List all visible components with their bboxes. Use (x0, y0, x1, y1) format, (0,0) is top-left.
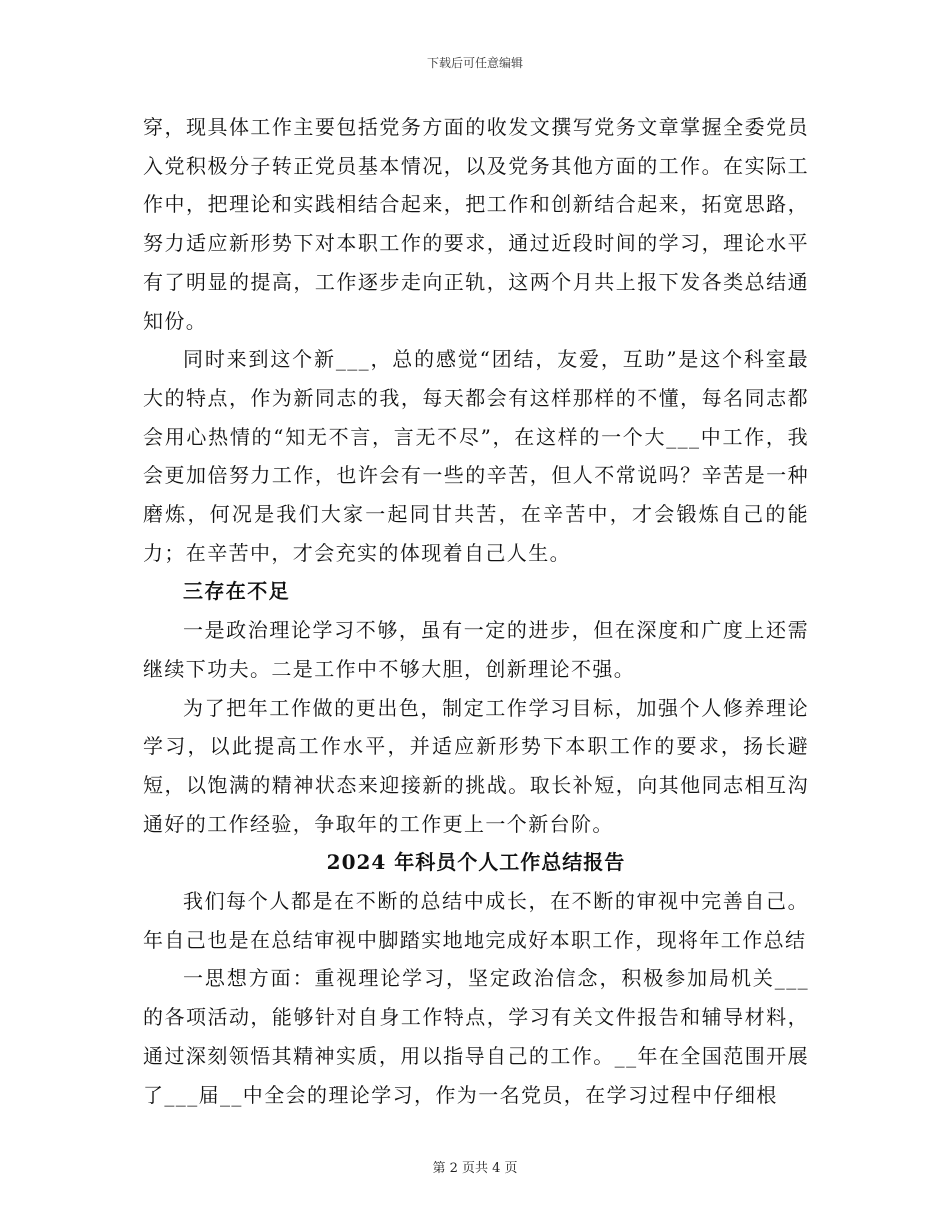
paragraph-shortcomings: 一是政治理论学习不够，虽有一定的进步，但在深度和广度上还需继续下功夫。二是工作中不够大胆，创新理论不强。 (143, 618, 809, 681)
paragraph-ideology: 一思想方面：重视理论学习，坚定政治信念，积极参加局机关___的各项活动，能够针对自身工作特点，学习有关文件报告和辅导材料，通过深刻领悟其精神实质，用以指导自己的工作。__年在全国范围开展了___届__中全会的理论学习，作为一名党员，在学习过程中仔细根 (143, 966, 809, 1107)
document-body (143, 108, 809, 1114)
paragraph-continued: 穿，现具体工作主要包括党务方面的收发文撰写党务文章掌握全委党员入党积极分子转正党员基本情况，以及党务其他方面的工作。在实际工作中，把理论和实践相结合起来，把工作和创新结合起来，拓宽思路，努力适应新形势下对本职工作的要求，通过近段时间的学习，理论水平有了明显的提高，工作逐步走向正轨，这两个月共上报下发各类总结通知份。 (143, 115, 809, 333)
section-heading-shortcomings: 三存在不足 (183, 579, 290, 604)
report-title: 2024 年科员个人工作总结报告 (326, 850, 626, 875)
paragraph-team: 同时来到这个新___，总的感觉“团结，友爱，互助”是这个科室最大的特点，作为新同志的我，每天都会有这样那样的不懂，每名同志都会用心热情的“知无不言，言无不尽”，在这样的一个大___中工作，我会更加倍努力工作，也许会有一些的辛苦，但人不常说吗？辛苦是一种磨炼，何况是我们大家一起同甘共苦，在辛苦中，才会锻炼自己的能力；在辛苦中，才会充实的体现着自己人生。 (143, 347, 809, 565)
page-footer: 第 2 页共 4 页 (432, 1161, 518, 1176)
paragraph-intro: 我们每个人都是在不断的总结中成长，在不断的审视中完善自己。年自己也是在总结审视中脚踏实地地完成好本职工作，现将年工作总结 (143, 889, 809, 952)
page-header: 下载后可任意编辑 (426, 56, 523, 70)
paragraph-goals: 为了把年工作做的更出色，制定工作学习目标，加强个人修养理论学习，以此提高工作水平，并适应新形势下本职工作的要求，扬长避短，以饱满的精神状态来迎接新的挑战。取长补短，向其他同志相互沟通好的工作经验，争取年的工作更上一个新台阶。 (143, 695, 809, 836)
